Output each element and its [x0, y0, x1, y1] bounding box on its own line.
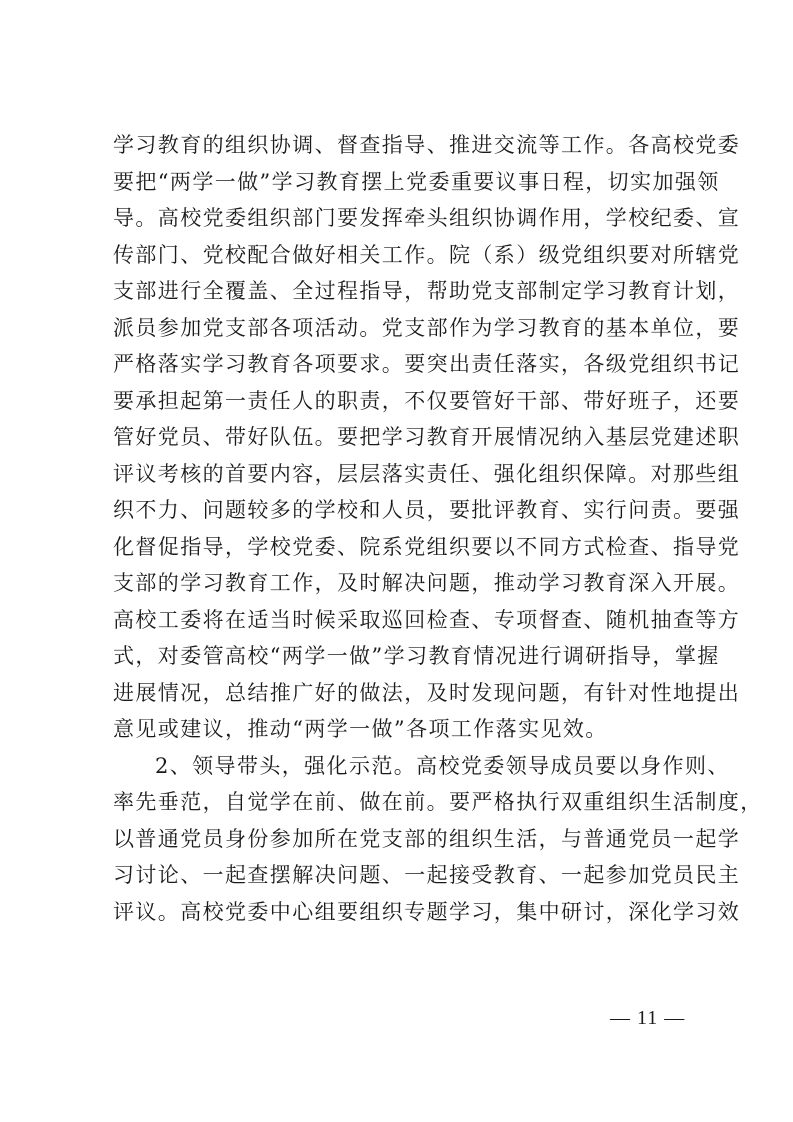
- text-line: 严格落实学习教育各项要求。要突出责任落实，各级党组织书记: [113, 352, 741, 376]
- text-line: 派员参加党支部各项活动。党支部作为学习教育的基本单位，要: [113, 315, 741, 340]
- text-line: 支部进行全覆盖、全过程指导，帮助党支部制定学习教育计划，: [113, 279, 741, 303]
- text-line: 高校工委将在适当时候采取巡回检查、专项督查、随机抽查等方: [113, 607, 741, 632]
- text-line: 率先垂范，自觉学在前、做在前。要严格执行双重组织生活制度，: [113, 790, 763, 814]
- text-line: 评议。高校党委中心组要组织专题学习，集中研讨，深化学习效: [113, 899, 741, 924]
- text-line: 式，对委管高校“两学一做”学习教育情况进行调研指导，掌握: [113, 644, 720, 668]
- text-line: 进展情况，总结推广好的做法，及时发现问题，有针对性地提出: [113, 680, 741, 705]
- text-line: 传部门、党校配合做好相关工作。院（系）级党组织要对所辖党: [113, 242, 741, 267]
- text-line: 要把“两学一做”学习教育摆上党委重要议事日程，切实加强领: [113, 169, 720, 194]
- text-line: 导。高校党委组织部门要发挥牵头组织协调作用，学校纪委、宣: [113, 206, 741, 230]
- text-line: 要承担起第一责任人的职责，不仅要管好干部、带好班子，还要: [113, 388, 741, 413]
- section-heading-line: 2、领导带头，强化示范。高校党委领导成员要以身作则、: [155, 753, 730, 778]
- text-line: 意见或建议，推动“两学一做”各项工作落实见效。: [113, 717, 608, 741]
- text-line: 织不力、问题较多的学校和人员，要批评教育、实行问责。要强: [113, 498, 741, 522]
- body-text: [113, 127, 763, 930]
- text-line: 化督促指导，学校党委、院系党组织要以不同方式检查、指导党: [113, 534, 741, 559]
- text-line: 管好党员、带好队伍。要把学习教育开展情况纳入基层党建述职: [113, 425, 741, 449]
- text-line: 学习教育的组织协调、督查指导、推进交流等工作。各高校党委: [113, 133, 741, 157]
- page-number: — 11 —: [610, 1007, 686, 1029]
- text-line: 评议考核的首要内容，层层落实责任、强化组织保障。对那些组: [113, 461, 741, 486]
- text-line: 以普通党员身份参加所在党支部的组织生活，与普通党员一起学: [113, 826, 741, 851]
- text-line: 支部的学习教育工作，及时解决问题，推动学习教育深入开展。: [113, 571, 741, 595]
- text-line: 习讨论、一起查摆解决问题、一起接受教育、一起参加党员民主: [113, 863, 741, 887]
